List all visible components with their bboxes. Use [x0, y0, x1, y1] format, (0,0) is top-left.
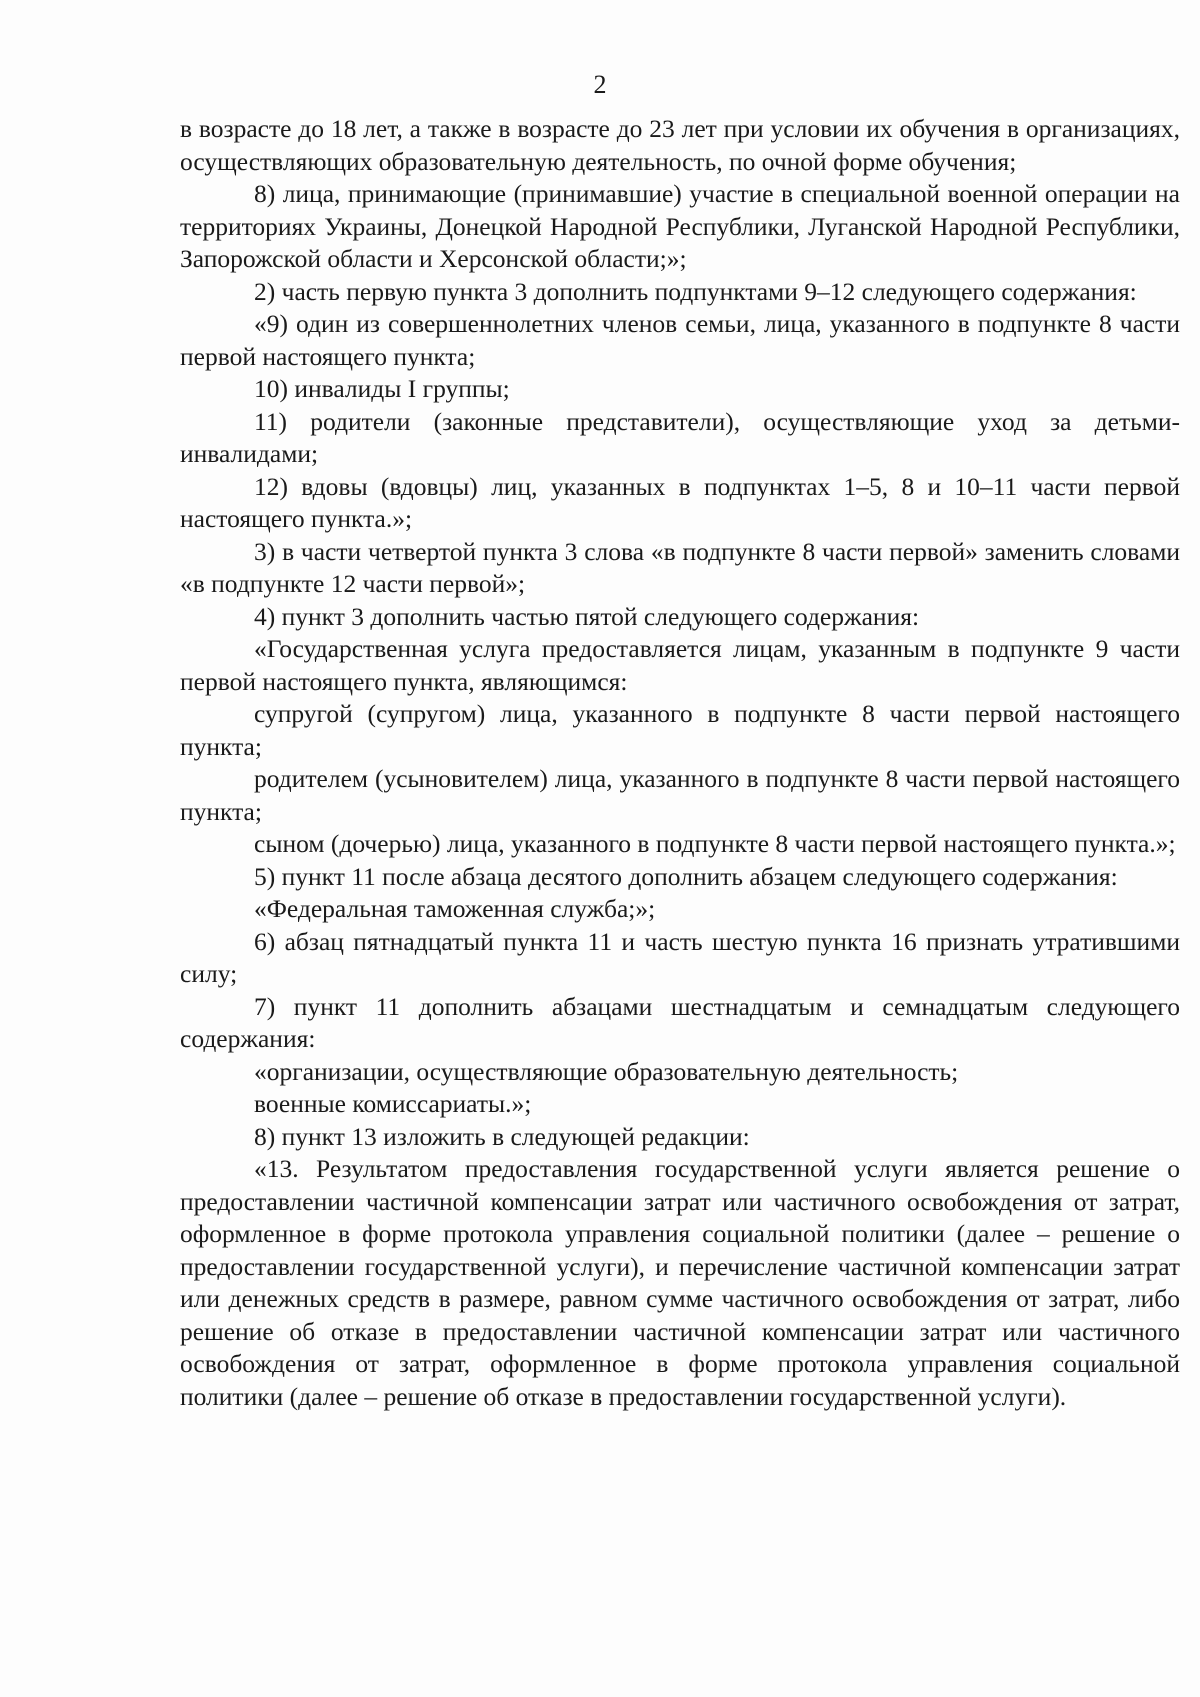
paragraph: 11) родители (законные представители), осуществляющие уход за детьми-инвалидами; [180, 406, 1180, 468]
paragraph: 5) пункт 11 после абзаца десятого дополнить абзацем следующего содержания: [254, 861, 1118, 891]
document-body [180, 113, 1180, 1413]
paragraph: 12) вдовы (вдовцы) лиц, указанных в подпунктах 1–5, 8 и 10–11 части первой настоящего пункта.»; [180, 471, 1180, 533]
paragraph: 3) в части четвертой пункта 3 слова «в подпункте 8 части первой» заменить словами «в подпункте 12 части первой»; [180, 536, 1180, 598]
paragraph: «Федеральная таможенная служба;»; [254, 894, 656, 923]
paragraph: 10) инвалиды I группы; [254, 374, 510, 403]
paragraph: 7) пункт 11 дополнить абзацами шестнадцатым и семнадцатым следующего содержания: [180, 991, 1180, 1053]
paragraph: 8) лица, принимающие (принимавшие) участие в специальной военной операции на территориях Украины, Донецкой Народной Республики, Луганской Народной Республики, Запорожской области и Херсонской области;»; [180, 179, 1180, 273]
paragraph: «9) один из совершеннолетних членов семьи, лица, указанного в подпункте 8 части первой настоящего пункта; [180, 309, 1180, 371]
paragraph: 6) абзац пятнадцатый пункта 11 и часть шестую пункта 16 признать утратившими силу; [180, 926, 1180, 988]
paragraph: «13. Результатом предоставления государственной услуги является решение о предоставлении частичной компенсации затрат или частичного освобождения от затрат, оформленное в форме протокола управления социальной политики (далее – решение о предоставлении государственной услуги), и перечисление частичной компенсации затрат или денежных средств в размере, равном сумме частичного освобождения от затрат, либо решение об отказе в предоставлении частичной компенсации затрат или частичного освобождения от затрат, оформленное в форме протокола управления социальной политики (далее – решение об отказе в предоставлении государственной услуги). [180, 1154, 1180, 1411]
paragraph: 4) пункт 3 дополнить частью пятой следующего содержания: [254, 601, 920, 631]
paragraph: военные комиссариаты.»; [254, 1089, 532, 1118]
paragraph: 8) пункт 13 изложить в следующей редакции: [254, 1121, 750, 1151]
paragraph: родителем (усыновителем) лица, указанного в подпункте 8 части первой настоящего пункта; [180, 764, 1180, 826]
paragraph: сыном (дочерью) лица, указанного в подпункте 8 части первой настоящего пункта.»; [254, 829, 1176, 858]
paragraph: в возрасте до 18 лет, а также в возрасте до 23 лет при условии их обучения в организациях, осуществляющих образовательную деятельность, по очной форме обучения; [180, 114, 1180, 176]
paragraph: супругой (супругом) лица, указанного в подпункте 8 части первой настоящего пункта; [180, 699, 1180, 761]
paragraph: «Государственная услуга предоставляется лицам, указанным в подпункте 9 части первой настоящего пункта, являющимся: [180, 634, 1180, 696]
paragraph: 2) часть первую пункта 3 дополнить подпунктами 9–12 следующего содержания: [254, 276, 1137, 306]
page-number: 2 [593, 70, 607, 99]
paragraph: «организации, осуществляющие образовательную деятельность; [254, 1056, 959, 1086]
